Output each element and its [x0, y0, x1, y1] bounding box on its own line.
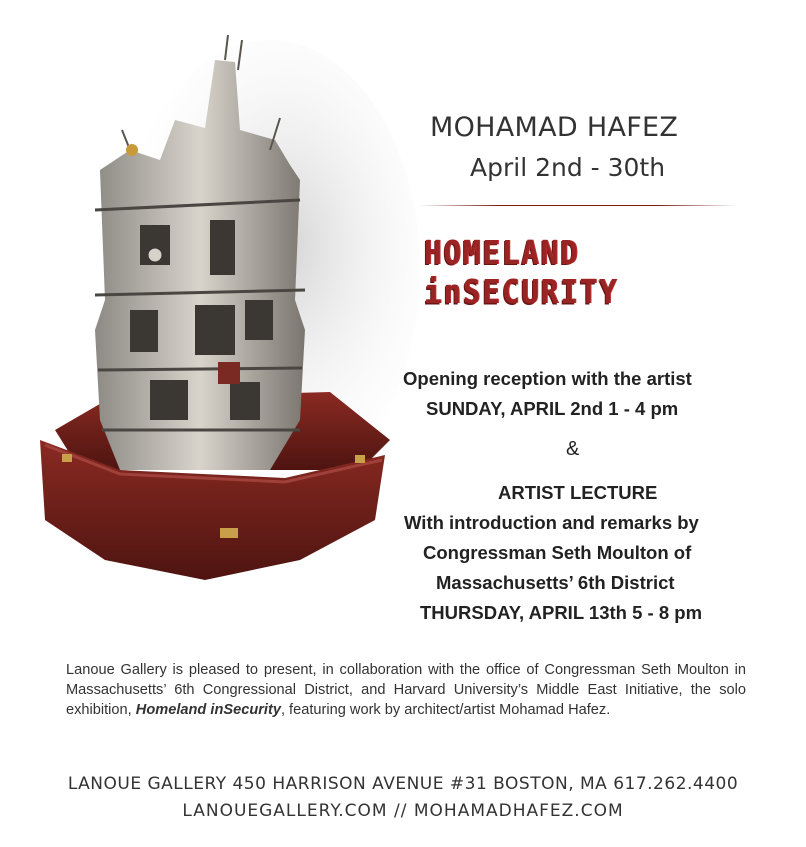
website-links[interactable]: LANOUEGALLERY.COM // MOHAMADHAFEZ.COM — [182, 801, 624, 821]
lecture-district: Massachusetts’ 6th District — [436, 572, 675, 593]
divider — [418, 205, 736, 206]
artist-name: MOHAMAD HAFEZ — [430, 112, 679, 143]
lecture-date: THURSDAY, APRIL 13th 5 - 8 pm — [420, 602, 703, 623]
lecture-intro: With introduction and remarks by — [404, 512, 699, 533]
description-text-2: , featuring work by architect/artist Mohamad Hafez. — [280, 702, 611, 718]
description-text-1: Lanoue Gallery is pleased to present, in collaboration with the office of Congressman Seth Moulton in Massachusetts’ 6th Congressional District, and Harvard University’s Middle East Initiative, the solo exhibition, — [66, 662, 746, 718]
exhibition-title: HOMELAND inSECURITY — [424, 233, 619, 312]
ampersand: & — [566, 438, 580, 460]
reception-heading: Opening reception with the artist — [403, 368, 692, 389]
description-paragraph — [66, 660, 746, 720]
lecture-heading: ARTIST LECTURE — [498, 482, 658, 503]
description-title: Homeland inSecurity — [135, 702, 281, 718]
exhibition-dates: April 2nd - 30th — [470, 153, 666, 182]
gallery-address: LANOUE GALLERY 450 HARRISON AVENUE #31 BOSTON, MA 617.262.4400 — [67, 774, 739, 794]
lecture-speaker: Congressman Seth Moulton of — [423, 542, 692, 563]
reception-date: SUNDAY, APRIL 2nd 1 - 4 pm — [426, 398, 679, 419]
sculpture-image — [0, 0, 420, 650]
